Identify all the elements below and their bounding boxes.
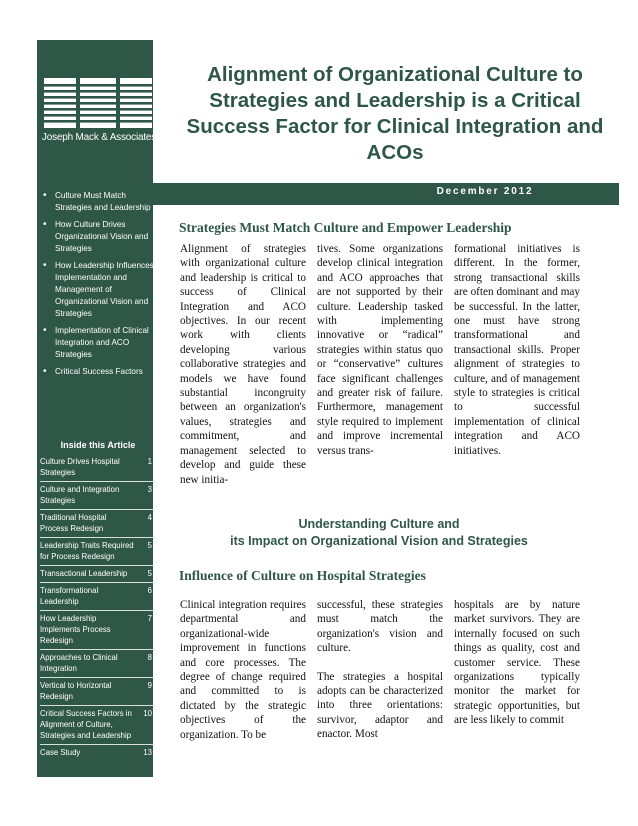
table-of-contents bbox=[40, 456, 154, 763]
highlight-item: • How Culture Drives Organizational Vision and Strategies bbox=[40, 219, 154, 255]
toc-page: 1 bbox=[147, 457, 152, 466]
company-logo bbox=[40, 78, 156, 148]
logo-text: Joseph Mack & Associates bbox=[41, 132, 157, 143]
toc-page: 5 bbox=[147, 569, 152, 578]
newsletter-title: Alignment of Organizational Culture to Strategies and Leadership is a Critical Success Factor for Clinical Integration and ACOs bbox=[186, 63, 604, 164]
paragraph: successful, these strategies must match the organization's vision and culture. bbox=[317, 599, 443, 655]
toc-page: 8 bbox=[147, 653, 152, 662]
section3-column-2 bbox=[317, 598, 443, 756]
section-heading-influence: Influence of Culture on Hospital Strategies bbox=[179, 568, 426, 583]
toc-page: 7 bbox=[147, 614, 152, 623]
toc-title: Culture and Integration Strategies bbox=[40, 485, 120, 505]
toc-entry[interactable] bbox=[40, 484, 154, 510]
toc-title: Transformational Leadership bbox=[40, 586, 99, 606]
toc-title: Case Study bbox=[40, 748, 81, 757]
toc-page: 9 bbox=[147, 681, 152, 690]
toc-page: 4 bbox=[147, 513, 152, 522]
toc-page: 13 bbox=[143, 748, 152, 757]
toc-entry[interactable] bbox=[40, 568, 154, 583]
highlight-item: • Implementation of Clinical Integration and ACO Strategies bbox=[40, 325, 154, 361]
highlight-item: • Critical Success Factors bbox=[40, 366, 154, 378]
logo-mark-icon bbox=[42, 78, 154, 128]
section1-column-2: tives. Some organizations develop clinical integration and ACO approaches that are not supported by their culture. Leadership tasked with implementing innovative or “radical” strategies within status quo or “conservative” cultures face significant challenges and greater risk of failure. Furthermore, management style required to implement and improve incremental versus trans- bbox=[317, 243, 443, 457]
section-heading-strategies: Strategies Must Match Culture and Empower Leadership bbox=[179, 220, 512, 235]
toc-page: 10 bbox=[143, 709, 152, 718]
section3-column-1: Clinical integration requires departmental and organizational-wide improvement in functions and core processes. The degree of change required and committed to is dictated by the strategic objectives of the organization. To be bbox=[180, 599, 306, 741]
toc-title: Culture Drives Hospital Strategies bbox=[40, 457, 120, 477]
toc-entry[interactable] bbox=[40, 708, 154, 745]
toc-page: 5 bbox=[147, 541, 152, 550]
toc-entry[interactable] bbox=[40, 613, 154, 650]
toc-entry[interactable] bbox=[40, 456, 154, 482]
toc-title: Approaches to Clinical Integration bbox=[40, 653, 118, 673]
highlight-item: • How Leadership Influences Implementation and Management of Organizational Vision and Strategies bbox=[40, 260, 154, 320]
toc-entry[interactable] bbox=[40, 512, 154, 538]
toc-entry[interactable] bbox=[40, 680, 154, 706]
section-heading-understanding-culture bbox=[180, 516, 578, 550]
issue-date: December 2012 bbox=[436, 186, 534, 197]
toc-title: Leadership Traits Required for Process Redesign bbox=[40, 541, 134, 561]
section3-column-3: hospitals are by nature market survivors. They are internally focused on such things as quality, cost and customer service. These organizations typically monitor the market for strategic opportunities, but are less likely to commit bbox=[454, 599, 580, 727]
heading-line: its Impact on Organizational Vision and Strategies bbox=[230, 534, 528, 548]
toc-title: Critical Success Factors in Alignment of Culture, Strategies and Leadership bbox=[40, 709, 132, 740]
heading-line: Understanding Culture and bbox=[298, 517, 460, 531]
paragraph: The strategies a hospital adopts can be characterized into three orientations: survivor, adaptor and enactor. Most bbox=[317, 670, 443, 741]
toc-title: Transactional Leadership bbox=[40, 569, 128, 578]
section1-column-1: Alignment of strategies with organizational culture and leadership is critical to success of Clinical Integration and ACO objectives. In our recent work with clients developing various collaborative strategies and models we have found substantial incongruity between an organization's values, strategies and commitment, and management selected to develop and guide these new initia- bbox=[180, 243, 306, 486]
toc-entry[interactable] bbox=[40, 540, 154, 566]
toc-entry[interactable] bbox=[40, 747, 154, 761]
toc-title: Vertical to Horizontal Redesign bbox=[40, 681, 112, 701]
toc-title: How Leadership Implements Process Redesign bbox=[40, 614, 111, 645]
toc-entry[interactable] bbox=[40, 652, 154, 678]
toc-title: Traditional Hospital Process Redesign bbox=[40, 513, 107, 533]
highlights-list bbox=[40, 190, 154, 383]
toc-page: 3 bbox=[147, 485, 152, 494]
inside-article-heading: Inside this Article bbox=[60, 440, 136, 450]
toc-page: 6 bbox=[147, 586, 152, 595]
section1-column-3: formational initiatives is different. In the former, strong transactional skills are often dominant and may be successful. In the latter, one must have strong transformational and transactional skills. Proper alignment of strategies to culture, and of management style to strategies is critical to successful implementation of clinical integration and ACO initiatives. bbox=[454, 243, 580, 457]
highlight-item: • Culture Must Match Strategies and Leadership bbox=[40, 190, 154, 214]
toc-entry[interactable] bbox=[40, 585, 154, 611]
